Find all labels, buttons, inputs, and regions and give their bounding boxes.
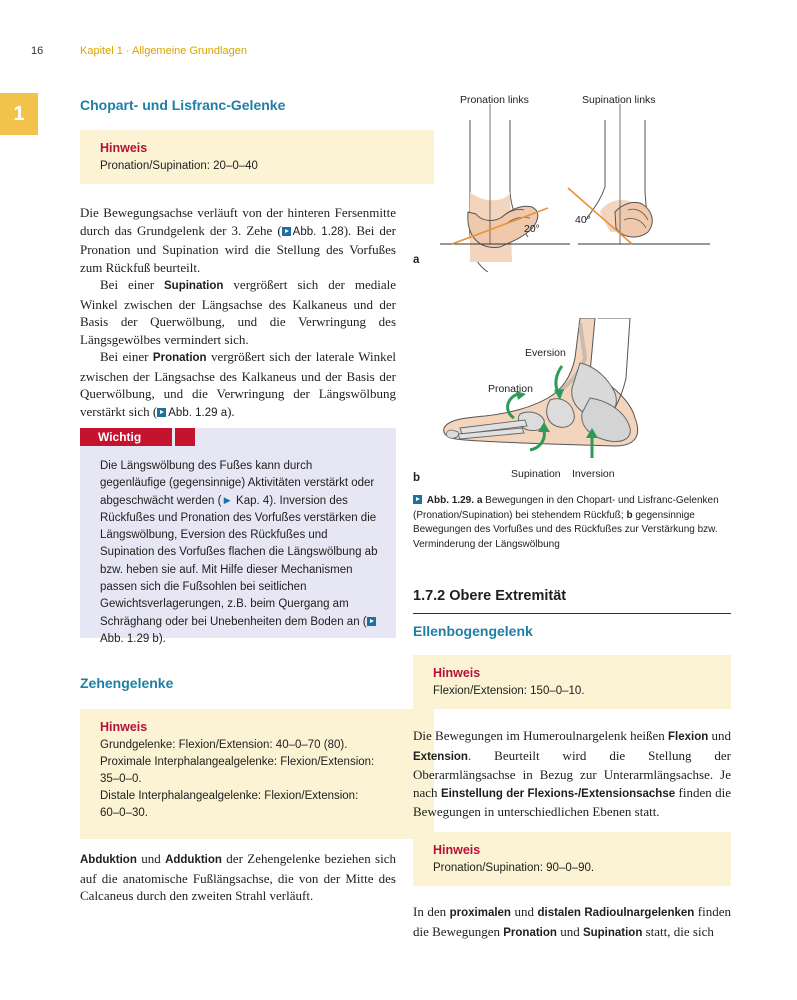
body-text-toes: [80, 850, 396, 905]
foot-pronation-illustration: [440, 104, 570, 272]
label-supination-links: Supination links: [582, 94, 656, 106]
section-number: 1.7.2: [413, 588, 446, 604]
hint-text: Flexion/Extension: 150–0–10.: [433, 685, 585, 697]
hint-box-toes: [80, 709, 434, 839]
body-text-chopart: [80, 204, 396, 422]
important-text: Die Längswölbung des Fußes kann durch gegenläufige (gegensinnige) Aktivitäten verstärkt oder abgeschwächt werden (► Kap. 4). Inversion des Rückfußes und Pronation des Vorfußes verstärken die Längswölbung, Eversion des Rückfußes und Supination des Vorfußes flachen die Längswölbung ab bzw. heben sie auf. Mit Hilfe dieser Mechanismen passen sich die Fußsohlen bei seitlichen Gewichtsverlagerungen, z.B. beim Quergang am Schräghang oder bei Unebenheiten dem Boden an (Abb. 1.29 b).: [100, 460, 378, 645]
running-head: Kapitel 1 · Allgemeine Grundlagen: [80, 45, 247, 57]
paragraph-supination: Bei einer Supination vergrößert sich der mediale Winkel zwischen der Längsachse des Kalkaneus und der Basis der Querwölbung, und die Verwringung des Längsgewölbes vermindert sich.: [80, 277, 396, 347]
label-pronation: Pronation: [488, 383, 533, 395]
page-number: 16: [31, 45, 44, 57]
figure-ref-icon: [157, 408, 166, 417]
figure-ref-link[interactable]: Abb. 1.29 b: [100, 632, 159, 645]
label-pronation-links: Pronation links: [460, 94, 529, 106]
section-title-chopart: Chopart- und Lisfranc-Gelenke: [80, 97, 286, 113]
hint-text: Pronation/Supination: 90–0–90.: [433, 862, 595, 874]
hint-box-radioulnar: [413, 832, 731, 886]
figure-foot-side-view: [430, 318, 730, 463]
hint-box-chopart: [80, 130, 434, 184]
important-label: Wichtig: [80, 428, 172, 446]
hint-box-elbow: [413, 655, 731, 709]
hint-line: Distale Interphalangealgelenke: Flexion/Extension:: [100, 790, 359, 802]
section-heading-upper-extremity: [413, 588, 731, 614]
section-title-toes: Zehengelenke: [80, 675, 174, 691]
figure-ref-link[interactable]: Abb. 1.28: [292, 225, 344, 238]
hint-title: Hinweis: [100, 141, 148, 155]
angle-label-20: 20°: [524, 223, 540, 235]
figure-caption-icon: [413, 495, 422, 504]
panel-label-b: b: [413, 472, 421, 484]
figure-foot-rear-view: [410, 92, 735, 272]
hint-line: 35–0–0.: [100, 773, 142, 785]
label-inversion: Inversion: [572, 468, 615, 480]
hint-title: Hinweis: [433, 843, 481, 857]
paragraph-radioulnar: In den proximalen und distalen Radioulnargelenken finden die Bewegungen Pronation und Supination statt, die sich: [413, 904, 731, 939]
hint-line: Proximale Interphalangealgelenke: Flexion/Extension:: [100, 756, 375, 768]
figure-ref-link[interactable]: Abb. 1.29 a: [168, 406, 228, 419]
angle-label-40: 40°: [575, 214, 591, 226]
subsection-title-elbow: Ellenbogengelenk: [413, 623, 533, 639]
hint-line: 60–0–30.: [100, 807, 148, 819]
hint-text: Pronation/Supination: 20–0–40: [100, 160, 258, 172]
paragraph-humeroulnar: Die Bewegungen im Humeroulnargelenk heißen Flexion und Extension. Beurteilt wird die Stellung der Oberarmlängsachse in Bezug zur Unterarmlängsachse. Je nach Einstellung der Flexions-/Extensionsachse finden die Bewegungen in unterschiedlichen Ebenen statt.: [413, 728, 732, 819]
figure-caption: Abb. 1.29. a Bewegungen in den Chopart- und Lisfranc-Gelenken (Pronation/Supination) bei stehendem Rückfuß; b gegensinnige Bewegungen des Vorfußes und des Rückfußes zur Verstärkung bzw. Verminderung der Längswölbung: [413, 495, 719, 550]
paragraph-abduction: Abduktion und Adduktion der Zehengelenke beziehen sich auf die anatomische Fußlängsachse, die von der Mitte des Calcaneus durch den zweiten Strahl verläuft.: [80, 851, 396, 903]
body-text-elbow: [413, 727, 731, 821]
body-text-radioulnar: [413, 903, 731, 942]
section-title: Obere Extremität: [449, 588, 567, 604]
label-eversion: Eversion: [525, 347, 566, 359]
hint-title: Hinweis: [100, 720, 148, 734]
hint-line: Grundgelenke: Flexion/Extension: 40–0–70 (80).: [100, 739, 348, 751]
foot-side-illustration: [444, 318, 638, 446]
chapter-ref-link[interactable]: Kap. 4: [232, 494, 270, 507]
hint-title: Hinweis: [433, 666, 481, 680]
paragraph-axis: Die Bewegungsachse verläuft von der hinteren Fersenmitte durch das Grundgelenk der 3. Zehe ( Abb. 1.28). Bei der Pronation und Supination wird die Stellung des Vorfußes zum Rückfuß beurteilt.: [80, 205, 397, 275]
paragraph-pronation: Bei einer Pronation vergrößert sich der laterale Winkel zwischen der Längsachse des Kalkaneus und der Basis der Querwölbung, und die Verwringung der Längswölbung verstärkt sich ( Abb. 1.29 a).: [80, 349, 396, 419]
figure-ref-icon: [367, 617, 376, 626]
arrow-icon: ►: [221, 494, 233, 507]
chapter-tab: 1: [0, 93, 38, 135]
important-marker: [175, 428, 195, 446]
label-supination: Supination: [511, 468, 561, 480]
panel-label-a: a: [413, 254, 420, 266]
figure-ref-icon: [282, 227, 291, 236]
